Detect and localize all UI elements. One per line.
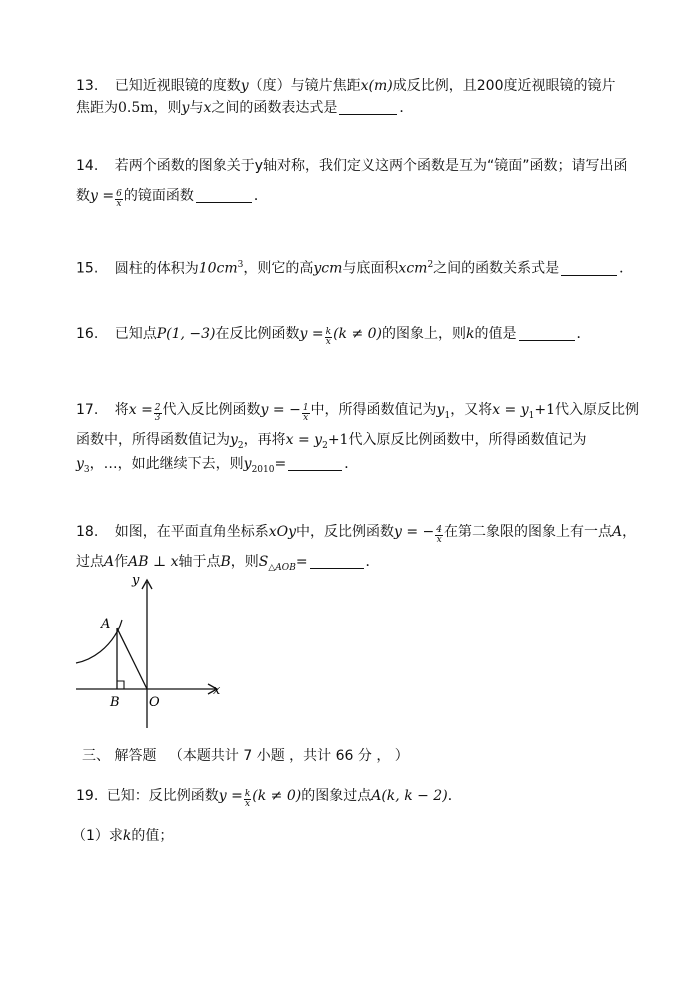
fraction: $\frac{1}{x}$	[302, 403, 309, 423]
fraction: $\frac{2}{3}$	[154, 403, 161, 423]
answer-blank[interactable]	[288, 456, 342, 471]
q18-line1: 18. 如图，在平面直角坐标系xOy中，反比例函数y = − $\frac{4}{x}$ 在第二象限的图象上有一点A，	[76, 524, 637, 545]
answer-blank[interactable]	[196, 188, 252, 203]
fraction: $\frac{6}{x}$	[116, 189, 122, 209]
answer-blank[interactable]	[561, 261, 617, 276]
q18-number: 18.	[76, 524, 99, 540]
q19-sub1: （1）求k的值；	[72, 828, 174, 844]
label-B: B	[110, 695, 120, 710]
right-angle-mark	[117, 681, 124, 689]
label-x: x	[213, 683, 221, 698]
q16-line: 16. 已知点P(1, −3)在反比例函数y = $\frac{k}{x}$ (k ≠ 0)的图象上，则k的值是 ．	[76, 326, 591, 347]
q15-line: 15. 圆柱的体积为$10cm^3$，则它的高ycm与底面积xcm$^2$之间的函数关系式是 ．	[76, 260, 634, 277]
answer-blank[interactable]	[339, 100, 397, 115]
q13-number: 13.	[76, 78, 99, 94]
label-O: O	[149, 695, 160, 710]
fraction: $\frac{k}{x}$	[244, 789, 251, 809]
q14-number: 14.	[76, 158, 99, 174]
q14-line1: 14. 若两个函数的图象关于y轴对称，我们定义这两个函数是互为“镜面”函数；请写出函	[76, 158, 628, 174]
q17-line3: $y_3$，…，如此继续下去，则$y_{2010}=$ ．	[76, 456, 359, 475]
q14-line2: 数y = $\frac{6}{x}$ 的镜面函数 ．	[76, 188, 268, 209]
section-3-heading	[82, 746, 409, 766]
answer-blank[interactable]	[519, 326, 575, 341]
q17-line1: 17. 将x = $\frac{2}{3}$ 代入反比例函数y = − $\frac{1}{x}$ 中，所得函数值记为$y_1$，又将$x = y_1+1$代入原反比例	[76, 402, 640, 423]
q19-number: 19.	[76, 788, 99, 804]
q16-number: 16.	[76, 326, 99, 342]
fraction: $\frac{k}{x}$	[325, 327, 332, 347]
q17-line2: 函数中，所得函数值记为$y_2$，再将$x = y_2+1$代入原反比例函数中，所得函数值记为	[76, 432, 587, 451]
q13-line1: 13. 已知近视眼镜的度数y（度）与镜片焦距x(m)成反比例，且200度近视眼镜的镜片	[76, 78, 616, 94]
section-title: 三、 解答题	[82, 748, 157, 764]
q18-line2: 过点A作AB ⊥ x轴于点B，则$S_{\triangle AOB}=$ ．	[76, 554, 380, 573]
label-A: A	[101, 617, 111, 632]
answer-blank[interactable]	[310, 554, 364, 569]
fraction: $\frac{4}{x}$	[436, 525, 443, 545]
segment-AO	[117, 628, 147, 689]
q13-line2: 焦距为0.5m，则y与x之间的函数表达式是 ．	[76, 100, 414, 116]
label-y: y	[132, 573, 140, 588]
section-info: （本题共计 7 小题 ，共计 66 分 ， ）	[168, 748, 409, 764]
q17-number: 17.	[76, 402, 99, 418]
q15-number: 15.	[76, 260, 99, 277]
hyperbola-curve	[76, 620, 122, 663]
q19-line: 19. 已知：反比例函数y = $\frac{k}{x}$ (k ≠ 0)的图象过点A(k, k − 2)．	[76, 788, 462, 809]
coordinate-figure	[70, 568, 230, 733]
